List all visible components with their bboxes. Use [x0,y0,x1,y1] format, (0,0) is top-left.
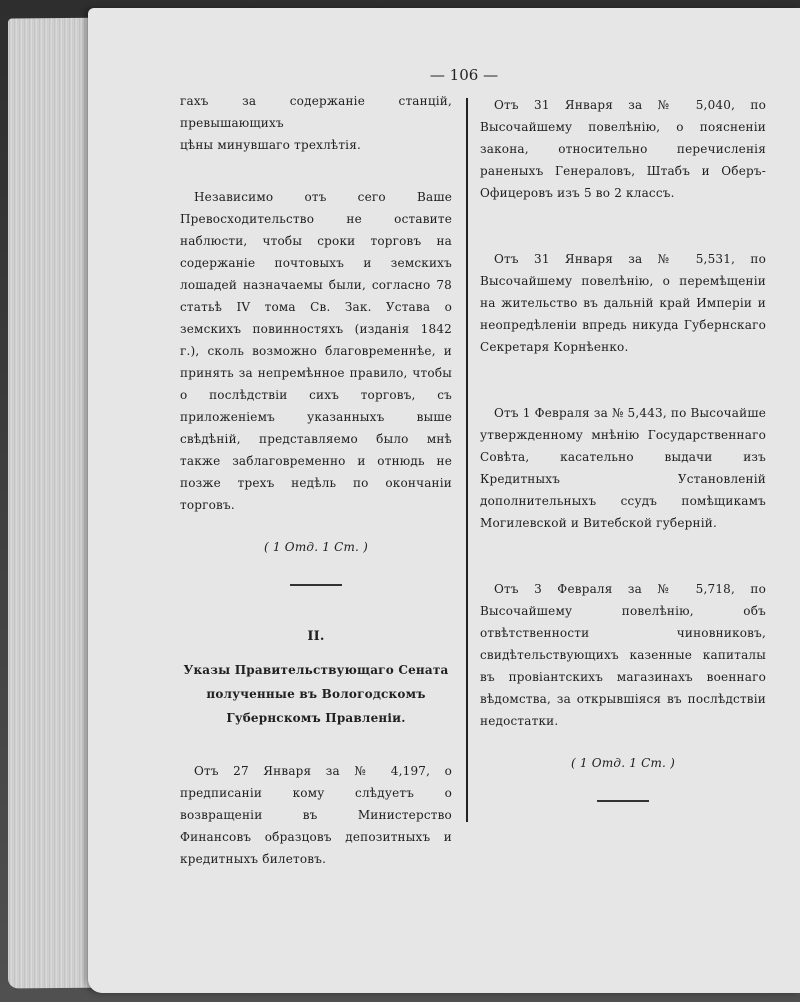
section-title: Указы Правительствующаго Сената полученные въ Вологодскомъ Губернскомъ Правленіи. [183,663,449,725]
page-number: — 106 — [429,66,499,84]
right-entry-1: Отъ 31 Января за № 5,040, по Высочайшему повелѣнію, о поясненіи закона, относительно перечисленія раненыхъ Генераловъ, Штабъ и Оберъ-Офицеровъ изъ 5 во 2 классъ. [480,98,766,200]
right-entry-4: Отъ 3 Февраля за № 5,718, по Высочайшему повелѣнію, объ отвѣтственности чиновниковъ, свидѣтельствующихъ казенные капиталы въ провіантскихъ магазинахъ военнаго вѣдомства, за открывшіяся въ послѣдствіи недостатки. [480,582,766,728]
right-short-rule [597,800,649,802]
left-short-rule [290,584,342,586]
right-entry-3: Отъ 1 Февраля за № 5,443, по Высочайше утвержденному мнѣнію Государственнаго Совѣта, касательно выдачи изъ Кредитныхъ Установленій дополнительныхъ ссудъ помѣщикамъ Могилевской и Витебской губерній. [480,406,766,530]
left-reference: ( 1 Отд. 1 Ст. ) [264,540,368,554]
right-column [480,94,766,828]
left-paragraph-1: гахъ за содержаніе станцій, превышающихъ цѣны минувшаго трехлѣтія. [180,94,452,152]
section-number: II. [307,629,325,644]
right-reference: ( 1 Отд. 1 Ст. ) [571,756,675,770]
right-entry-2: Отъ 31 Января за № 5,531, по Высочайшему повелѣнію, о перемѣщеніи на жительство въ дальній край Имперіи и неопредѣленіи впредь никуда Губернскаго Секретаря Корнѣенко. [480,252,766,354]
left-column [180,90,452,870]
left-paragraph-2: Независимо отъ сего Ваше Превосходительство не оставите наблюсти, чтобы сроки торговъ на содержаніе почтовыхъ и земскихъ лошадей назначаемы были, согласно 78 статьѣ IV тома Св. Зак. Устава о земскихъ повинностяхъ (изданія 1842 г.), сколь возможно благовременнѣе, и принять за непремѣнное правило, чтобы о послѣдствіи сихъ торговъ, съ приложеніемъ указанныхъ выше свѣдѣній, представляемо было мнѣ также заблаговременно и отнюдь не позже трехъ недѣль по окончаніи торговъ. [180,190,452,512]
column-divider [466,98,468,822]
left-paragraph-3: Отъ 27 Января за № 4,197, о предписаніи кому слѣдуетъ о возвращеніи въ Министерство Финансовъ образцовъ депозитныхъ и кредитныхъ билетовъ. [180,764,452,866]
book-page [88,8,800,993]
